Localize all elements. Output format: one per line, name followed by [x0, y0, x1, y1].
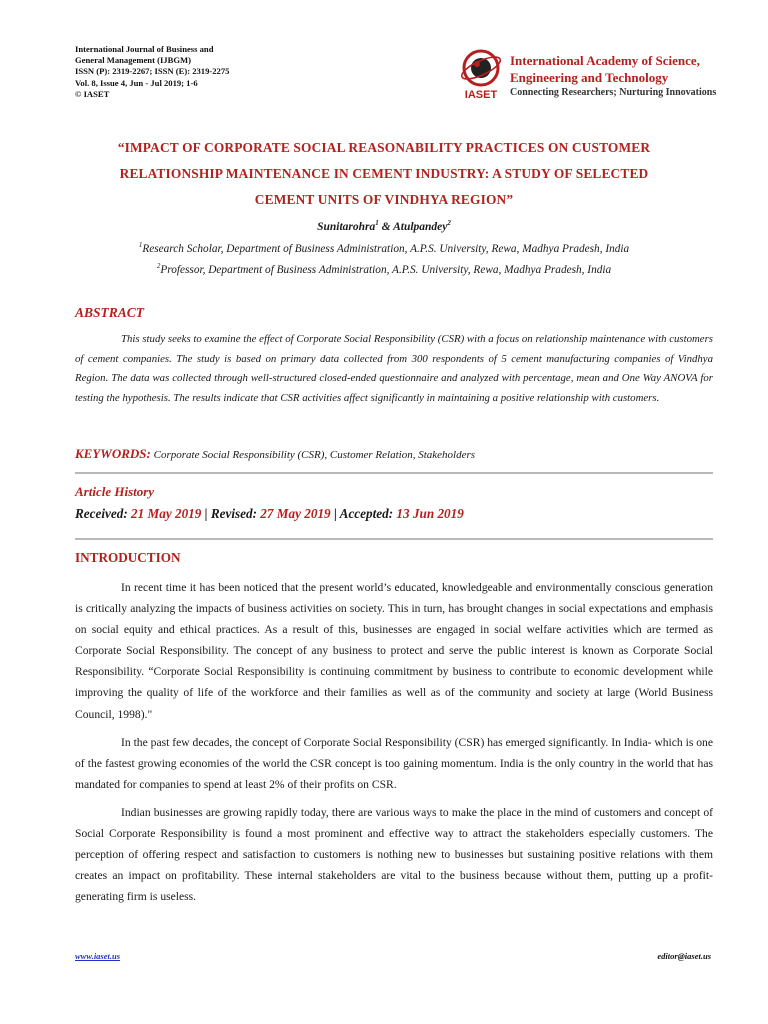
footer-email: editor@iaset.us: [657, 951, 711, 961]
affiliation-2: [0, 262, 768, 276]
publisher-block: [510, 52, 716, 98]
footer-website-link[interactable]: www.iaset.us: [75, 951, 121, 961]
publisher-tagline: Connecting Researchers; Nurturing Innovations: [510, 87, 717, 98]
journal-info: [75, 44, 229, 100]
intro-paragraph: In the past few decades, the concept of Corporate Social Responsibility (CSR) has emerged significantly. In India- which is one of the fastest growing economies of the world the CSR concept is too gaining momentum. India is the only country in the world that has mandated for companies to spend at least 2% of their profits on CSR.: [75, 736, 713, 792]
logo-text: IASET: [464, 89, 498, 101]
article-history: [75, 506, 464, 522]
affiliation-mark: 1: [138, 241, 143, 249]
history-separator: |: [201, 506, 211, 521]
authors: [0, 219, 768, 233]
received-date: 21 May 2019: [131, 506, 202, 521]
accepted-label: Accepted:: [339, 506, 394, 521]
affiliation-1: [0, 241, 768, 255]
history-separator: |: [330, 506, 340, 521]
publisher-name-line2: Engineering and Technology: [510, 70, 669, 85]
received-label: Received:: [75, 506, 128, 521]
keywords-text: Corporate Social Responsibility (CSR), Customer Relation, Stakeholders: [153, 449, 476, 461]
section-divider: [75, 538, 713, 540]
introduction-heading: INTRODUCTION: [75, 550, 181, 565]
affiliation-text: Research Scholar, Department of Business Administration, A.P.S. University, Rewa, Madhya Pradesh, India: [142, 242, 630, 255]
title-line: RELATIONSHIP MAINTENANCE IN CEMENT INDUSTRY: A STUDY OF SELECTED: [119, 166, 649, 181]
affiliation-mark: 2: [156, 262, 161, 270]
journal-info-line: International Journal of Business and: [75, 44, 214, 54]
author-affiliation-mark: 2: [447, 219, 451, 227]
title-line: “IMPACT OF CORPORATE SOCIAL REASONABILITY PRACTICES ON CUSTOMER: [117, 140, 651, 155]
article-history-heading: Article History: [75, 484, 155, 499]
author-separator: &: [378, 220, 394, 233]
revised-label: Revised:: [210, 506, 257, 521]
journal-info-line: General Management (IJBGM): [75, 55, 191, 66]
section-divider: [75, 472, 713, 474]
abstract-text: This study seeks to examine the effect of Corporate Social Responsibility (CSR) with a focus on relationship maintenance with customers of cement companies. The study is based on primary data collected from 300 respondents of 5 cement manufacturing companies of Vindhya Region. The data was collected through well-structured closed-ended questionnaire and analyzed with percentage, mean and One Way ANOVA for testing the hypothesis. The results indicate that CSR activities affect significantly in maintaining a positive relationship with customers.: [75, 333, 713, 404]
journal-info-line: ISSN (P): 2319-2267; ISSN (E): 2319-2275: [75, 66, 230, 77]
title-line: CEMENT UNITS OF VINDHYA REGION”: [254, 192, 514, 207]
abstract-heading: ABSTRACT: [75, 305, 145, 320]
paper-title: [60, 135, 708, 213]
author-name: Sunitarohra: [317, 220, 376, 233]
iaset-logo-icon: [452, 44, 510, 102]
intro-paragraph: Indian businesses are growing rapidly today, there are various ways to make the place in the mind of customers and concept of Social Corporate Responsibility is found a most prominent and effective way to attract the stakeholders especially customers. The perception of offering respect and satisfaction to customers is nothing new to businesses but sustaining positive relations with them creates an impact on profitability. These internal stakeholders are vital to the business because without them, putting up a profit-generating firm is useless.: [75, 806, 713, 904]
keywords-label: KEYWORDS:: [75, 446, 151, 461]
author-name: Atulpandey: [393, 220, 448, 233]
affiliation-text: Professor, Department of Business Administration, A.P.S. University, Rewa, Madhya Pradesh, India: [160, 263, 612, 276]
publisher-name-line1: International Academy of Science,: [510, 53, 700, 68]
accepted-date: 13 Jun 2019: [396, 506, 464, 521]
keywords: [75, 446, 475, 462]
author-affiliation-mark: 1: [375, 219, 379, 227]
revised-date: 27 May 2019: [260, 506, 331, 521]
journal-info-line: Vol. 8, Issue 4, Jun - Jul 2019; 1-6: [75, 77, 198, 88]
intro-paragraph: In recent time it has been noticed that the present world’s educated, knowledgeable and environmentally conscious generation is critically analyzing the impacts of business activities on society. This in turn, has brought changes in social expectations and emphasis on social equity and ethical practices. As a result of this, businesses are engaged in social welfare activities which are termed as Corporate Social Responsibility. The concept of any business to protect and serve the public interest is known as Corporate Social Responsibility. “Corporate Social Responsibility is continuing commitment by business to contribute to economic development while improving the quality of life of the workforce and their families as well as of the community and society at large (World Business Council, 1998).": [75, 581, 713, 721]
journal-info-line: © IASET: [75, 88, 110, 99]
